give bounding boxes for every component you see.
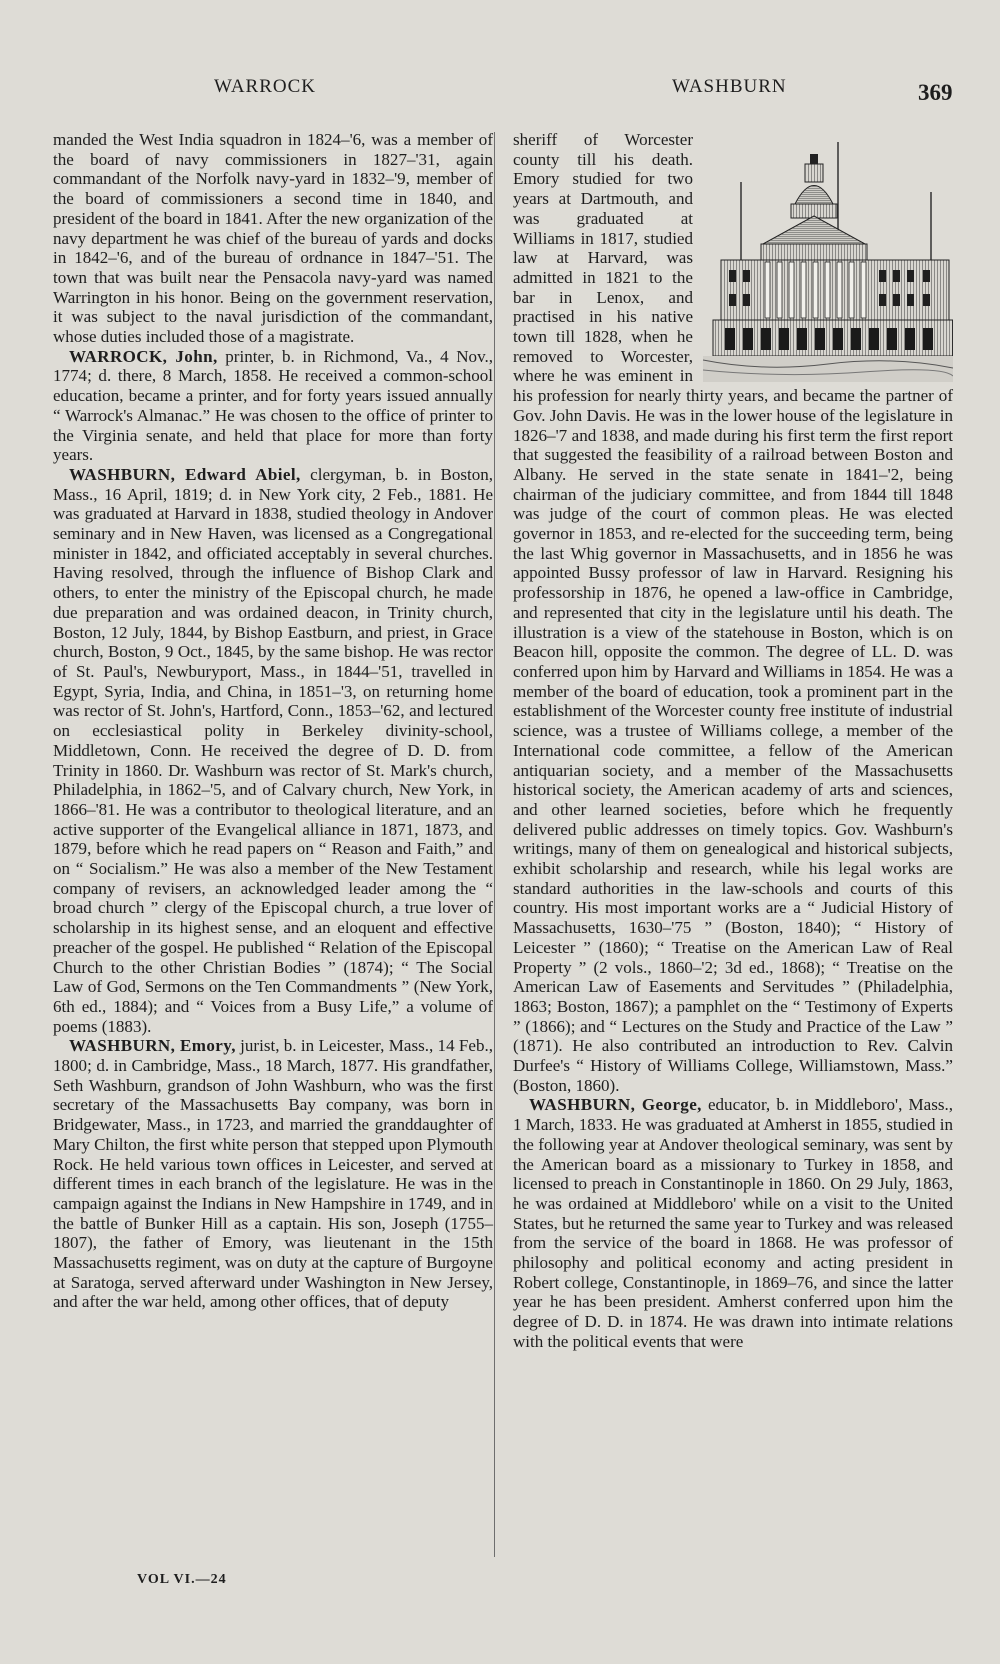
state-house-engraving: [703, 142, 953, 382]
state-house-illustration: [703, 142, 953, 382]
signature-mark: VOL VI.—24: [137, 1572, 227, 1587]
entry-washburn-edward-abiel: [53, 465, 493, 1036]
page-number: 369: [918, 80, 953, 105]
right-column: [513, 130, 953, 1352]
warrington-continuation: manded the West India squadron in 1824–'6, was a member of the board of navy commissioners in 1827–'31, again commandant of the Norfolk navy-yard in 1832–'9, member of the board of commissioners a second time in 1840, and president of the board in 1841. After the new organization of the navy department he was chief of the bureau of yards and docks in 1842–'6, and of the bureau of ordnance in 1847–'51. The town that was built near the Pensacola navy-yard was named Warrington in his honor. Being on the government reservation, it was subject to the naval jurisdiction of the commandant, whose duties included those of a magistrate.: [53, 130, 493, 347]
entry-text-george: educator, b. in Middleboro', Mass., 1 March, 1833. He was graduated at Amherst in 1855, studied in the following year at Andover theological seminary, was sent by the American board as a missionary to Turkey in 1858, and licensed to preach in Constantinople in 1860. On 29 July, 1863, he was ordained at Middleboro' while on a visit to the United States, but he returned the same year to Turkey and was released from the service of the board in 1868. He was professor of philosophy and political economy and acting president in Robert college, Constantinople, in 1869–76, and since the latter year he has been president. Amherst conferred upon him the degree of D. D. in 1874. He was drawn into intimate relations with the political events that were: [513, 1095, 954, 1351]
left-column: [53, 130, 493, 1312]
headword-washburn-abiel: WASHBURN, Edward Abiel,: [69, 464, 301, 484]
emory-continuation: sheriff of Worcester county till his death. Emory studied for two years at Dartmouth, and was graduated at Williams in 1817, studied law at Harvard, was admitted in 1821 to the bar in Lenox, and practised in his native town till 1828, when he removed to Worcester, where he was eminent in his profession for nearly thirty years, and became the partner of Gov. John Davis. He was in the lower house of the legislature in 1826–'7 and 1838, and made during his first term the first report that suggested the feasibility of a railroad between Boston and Albany. He served in the state senate in 1841–'2, being chairman of the judiciary committee, and from 1844 till 1848 was judge of the court of common pleas. He was elected governor in 1853, and re-elected for the succeeding term, being the last Whig governor in Massachusetts, and in 1856 he was appointed Bussy professor of law in Harvard. Resigning his professorship in 1876, he opened a law-office in Cambridge, and represented that city in the legislature until his death. The illustration is a view of the statehouse in Boston, which is on Beacon hill, opposite the common. The degree of LL. D. was conferred upon him by Harvard and Williams in 1854. He was a member of the board of education, took a prominent part in the establishment of the Worcester county free institute of industrial science, was a trustee of Williams college, a member of the International code committee, a fellow of the American antiquarian society, and a member of the Massachusetts historical society, the American academy of arts and sciences, and other learned societies, before which he frequently delivered public addresses on timely topics. Gov. Washburn's writings, many of them on genealogical and historical subjects, exhibit scholarship and research, while his legal works are standard authorities in the law-schools and courts of this country. His most important works are a “ Judicial History of Massachusetts, 1630–'75 ” (Boston, 1840); “ History of Leicester ” (1860); “ Treatise on the American Law of Real Property ” (2 vols., 1860–'2; 3d ed., 1868); “ Treatise on the American Law of Easements and Servitudes ” (Philadelphia, 1863; Boston, 1867); a pamphlet on the “ Testimony of Experts ” (1866); and “ Lectures on the Study and Practice of the Law ” (1871). He also contributed an introduction to Rev. Calvin Durfee's “ History of Williams College, Williamstown, Mass.” (Boston, 1860).: [513, 130, 953, 1095]
entry-text-warrock: printer, b. in Richmond, Va., 4 Nov., 1774; d. there, 8 March, 1858. He received a common-school education, became a printer, and for forty years issued annually “ Warrock's Almanac.” He was chosen to the office of printer to the Virginia senate, and held that place for more than forty years.: [53, 346, 493, 465]
headword-washburn-george: WASHBURN, George,: [529, 1095, 702, 1115]
running-head-right: WASHBURN: [672, 76, 787, 97]
entry-text-emory: jurist, b. in Leicester, Mass., 14 Feb., 1800; d. in Cambridge, Mass., 18 March, 1877. His grandfather, Seth Washburn, grandson of John Washburn, who was the first secretary of the Massachusetts Bay company, was born in Bridgewater, Mass., in 1723, and married the granddaughter of Mary Chilton, the first white person that stepped upon Plymouth Rock. He held various town offices in Leicester, and served at different times in each branch of the legislature. He was in the campaign against the Indians in New Hampshire in 1749, and in the battle of Bunker Hill as a captain. His son, Joseph (1755–1807), the father of Emory, was lieutenant in the 15th Massachusetts regiment, was on duty at the capture of Burgoyne at Saratoga, served afterward under Washington in New Jersey, and after the war held, among other offices, that of deputy: [53, 1036, 493, 1312]
headword-washburn-emory: WASHBURN, Emory,: [69, 1036, 236, 1056]
running-head-left: WARROCK: [214, 76, 317, 97]
headword-warrock: WARROCK, John,: [69, 346, 218, 366]
entry-text-abiel: clergyman, b. in Boston, Mass., 16 April, 1819; d. in New York city, 2 Feb., 1881. He was graduated at Harvard in 1838, studied theology in Andover seminary and in New Haven, was licensed as a Congregational minister in 1842, and officiated acceptably in several churches. Having resolved, through the influence of Bishop Clark and others, to enter the ministry of the Episcopal church, he made due preparation and was ordained deacon, in Trinity church, Boston, 12 July, 1844, by Bishop Eastburn, and priest, in Grace church, Boston, 9 Oct., 1845, by the same bishop. He was rector of St. Paul's, Newburyport, Mass., in 1844–'51, travelled in Egypt, Syria, India, and China, in 1851–'3, on returning home was rector of St. John's, Hartford, Conn., 1853–'62, and lectured on ecclesiastical polity in Berkeley divinity-school, Middletown, Conn. He received the degree of D. D. from Trinity in 1860. Dr. Washburn was rector of St. Mark's church, Philadelphia, in 1862–'5, and of Calvary church, New York, in 1866–'81. He was a contributor to theological literature, and an active supporter of the Evangelical alliance in 1871, 1873, and 1879, before which he read papers on “ Reason and Faith,” and on “ Socialism.” He was also a member of the New Testament company of revisers, an acknowledged leader among the “ broad church ” clergy of the Episcopal church, a true lover of scholarship in its highest sense, and an eloquent and effective preacher of the gospel. He published “ Relation of the Episcopal Church to the other Christian Bodies ” (1874); “ The Social Law of God, Sermons on the Ten Commandments ” (New York, 6th ed., 1884); and “ Voices from a Busy Life,” a volume of poems (1883).: [53, 464, 493, 1036]
entry-warrock-john: [53, 347, 493, 465]
column-rule: [494, 132, 495, 1557]
entry-washburn-emory: [53, 1036, 493, 1312]
entry-washburn-george: [513, 1095, 953, 1351]
